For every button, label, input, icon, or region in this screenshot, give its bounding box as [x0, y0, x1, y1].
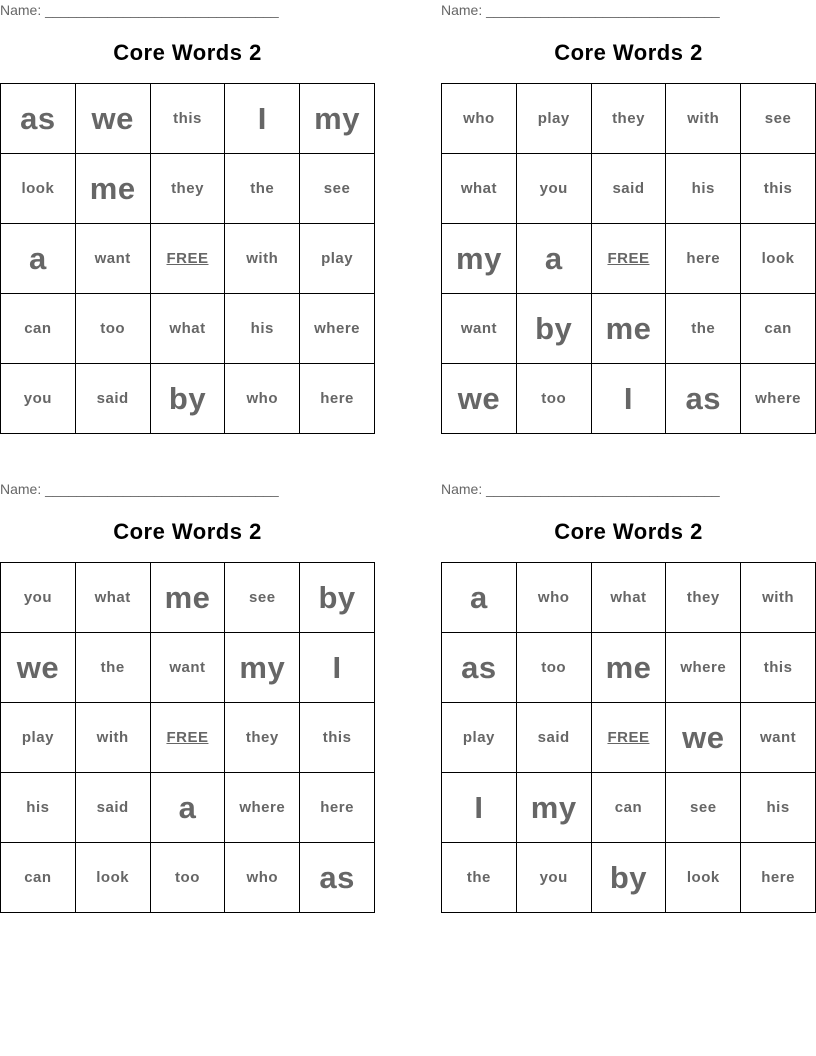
- grid-row: [1, 294, 375, 364]
- bingo-grid: [0, 83, 375, 434]
- grid-cell: play: [1, 703, 76, 773]
- grid-cell: who: [516, 563, 591, 633]
- grid-cell: me: [591, 633, 666, 703]
- grid-cell: play: [516, 84, 591, 154]
- grid-row: [442, 563, 816, 633]
- grid-cell: me: [150, 563, 225, 633]
- grid-cell: you: [1, 364, 76, 434]
- grid-cell: we: [75, 84, 150, 154]
- grid-cell: his: [225, 294, 300, 364]
- grid-cell: said: [516, 703, 591, 773]
- grid-cell: the: [225, 154, 300, 224]
- grid-cell: what: [591, 563, 666, 633]
- grid-cell: the: [442, 843, 517, 913]
- grid-cell: look: [741, 224, 816, 294]
- name-field-line[interactable]: Name: ______________________________: [441, 2, 720, 18]
- grid-cell: what: [442, 154, 517, 224]
- grid-cell: who: [225, 364, 300, 434]
- grid-cell: what: [150, 294, 225, 364]
- grid-cell: we: [1, 633, 76, 703]
- grid-row: [1, 773, 375, 843]
- grid-cell: a: [1, 224, 76, 294]
- grid-row: [1, 843, 375, 913]
- grid-cell: want: [75, 224, 150, 294]
- grid-cell: this: [150, 84, 225, 154]
- bingo-grid: [0, 562, 375, 913]
- grid-cell: as: [666, 364, 741, 434]
- grid-cell: where: [300, 294, 375, 364]
- grid-row: [1, 224, 375, 294]
- grid-cell: they: [150, 154, 225, 224]
- grid-row: [1, 84, 375, 154]
- grid-cell: who: [442, 84, 517, 154]
- grid-cell: see: [300, 154, 375, 224]
- grid-cell: said: [75, 773, 150, 843]
- grid-cell: where: [225, 773, 300, 843]
- grid-row: [442, 773, 816, 843]
- free-space-cell: FREE: [150, 703, 225, 773]
- grid-cell: here: [666, 224, 741, 294]
- name-field-line[interactable]: Name: ______________________________: [0, 2, 279, 18]
- grid-row: [442, 224, 816, 294]
- grid-cell: look: [75, 843, 150, 913]
- grid-cell: the: [666, 294, 741, 364]
- grid-cell: this: [741, 154, 816, 224]
- grid-row: [442, 84, 816, 154]
- bingo-card-1: [0, 0, 375, 434]
- grid-cell: with: [75, 703, 150, 773]
- grid-cell: with: [741, 563, 816, 633]
- grid-cell: see: [666, 773, 741, 843]
- grid-cell: we: [666, 703, 741, 773]
- grid-cell: where: [666, 633, 741, 703]
- free-space-cell: FREE: [150, 224, 225, 294]
- grid-cell: can: [1, 294, 76, 364]
- grid-cell: what: [75, 563, 150, 633]
- bingo-grid: [441, 562, 816, 913]
- grid-cell: want: [442, 294, 517, 364]
- grid-cell: said: [591, 154, 666, 224]
- grid-cell: as: [300, 843, 375, 913]
- grid-cell: me: [75, 154, 150, 224]
- grid-cell: this: [300, 703, 375, 773]
- grid-cell: here: [300, 773, 375, 843]
- grid-cell: can: [741, 294, 816, 364]
- grid-cell: by: [516, 294, 591, 364]
- grid-cell: where: [741, 364, 816, 434]
- grid-cell: by: [300, 563, 375, 633]
- grid-cell: here: [741, 843, 816, 913]
- grid-cell: a: [150, 773, 225, 843]
- grid-cell: I: [225, 84, 300, 154]
- grid-cell: they: [225, 703, 300, 773]
- grid-cell: with: [225, 224, 300, 294]
- grid-cell: his: [666, 154, 741, 224]
- name-field-line[interactable]: Name: ______________________________: [441, 481, 720, 497]
- grid-cell: want: [150, 633, 225, 703]
- grid-cell: too: [75, 294, 150, 364]
- grid-cell: I: [300, 633, 375, 703]
- grid-cell: by: [591, 843, 666, 913]
- grid-cell: too: [150, 843, 225, 913]
- card-title: Core Words 2: [554, 40, 703, 65]
- card-title: Core Words 2: [554, 519, 703, 544]
- bingo-card-2: [441, 0, 816, 434]
- grid-cell: see: [741, 84, 816, 154]
- grid-row: [1, 703, 375, 773]
- grid-cell: you: [516, 843, 591, 913]
- grid-cell: this: [741, 633, 816, 703]
- name-field-line[interactable]: Name: ______________________________: [0, 481, 279, 497]
- grid-cell: me: [591, 294, 666, 364]
- grid-cell: see: [225, 563, 300, 633]
- grid-cell: want: [741, 703, 816, 773]
- grid-cell: his: [741, 773, 816, 843]
- bingo-grid: [441, 83, 816, 434]
- grid-cell: look: [1, 154, 76, 224]
- grid-cell: you: [516, 154, 591, 224]
- grid-cell: play: [442, 703, 517, 773]
- grid-cell: too: [516, 633, 591, 703]
- bingo-card-3: [0, 479, 375, 913]
- grid-cell: as: [442, 633, 517, 703]
- grid-cell: the: [75, 633, 150, 703]
- grid-row: [1, 563, 375, 633]
- grid-cell: too: [516, 364, 591, 434]
- grid-row: [442, 154, 816, 224]
- grid-cell: as: [1, 84, 76, 154]
- grid-row: [442, 843, 816, 913]
- grid-cell: I: [591, 364, 666, 434]
- grid-row: [442, 703, 816, 773]
- grid-cell: look: [666, 843, 741, 913]
- grid-row: [442, 633, 816, 703]
- bingo-card-4: [441, 479, 816, 913]
- grid-cell: we: [442, 364, 517, 434]
- grid-cell: can: [1, 843, 76, 913]
- grid-cell: with: [666, 84, 741, 154]
- grid-cell: you: [1, 563, 76, 633]
- grid-row: [1, 364, 375, 434]
- grid-cell: can: [591, 773, 666, 843]
- grid-cell: my: [442, 224, 517, 294]
- card-title: Core Words 2: [113, 519, 262, 544]
- card-title: Core Words 2: [113, 40, 262, 65]
- grid-cell: a: [516, 224, 591, 294]
- grid-cell: I: [442, 773, 517, 843]
- grid-row: [1, 633, 375, 703]
- grid-cell: play: [300, 224, 375, 294]
- free-space-cell: FREE: [591, 703, 666, 773]
- grid-cell: his: [1, 773, 76, 843]
- grid-cell: here: [300, 364, 375, 434]
- grid-cell: who: [225, 843, 300, 913]
- grid-cell: they: [591, 84, 666, 154]
- grid-cell: they: [666, 563, 741, 633]
- grid-cell: my: [225, 633, 300, 703]
- grid-cell: a: [442, 563, 517, 633]
- grid-row: [442, 364, 816, 434]
- grid-row: [1, 154, 375, 224]
- free-space-cell: FREE: [591, 224, 666, 294]
- grid-cell: by: [150, 364, 225, 434]
- grid-row: [442, 294, 816, 364]
- grid-cell: said: [75, 364, 150, 434]
- grid-cell: my: [300, 84, 375, 154]
- grid-cell: my: [516, 773, 591, 843]
